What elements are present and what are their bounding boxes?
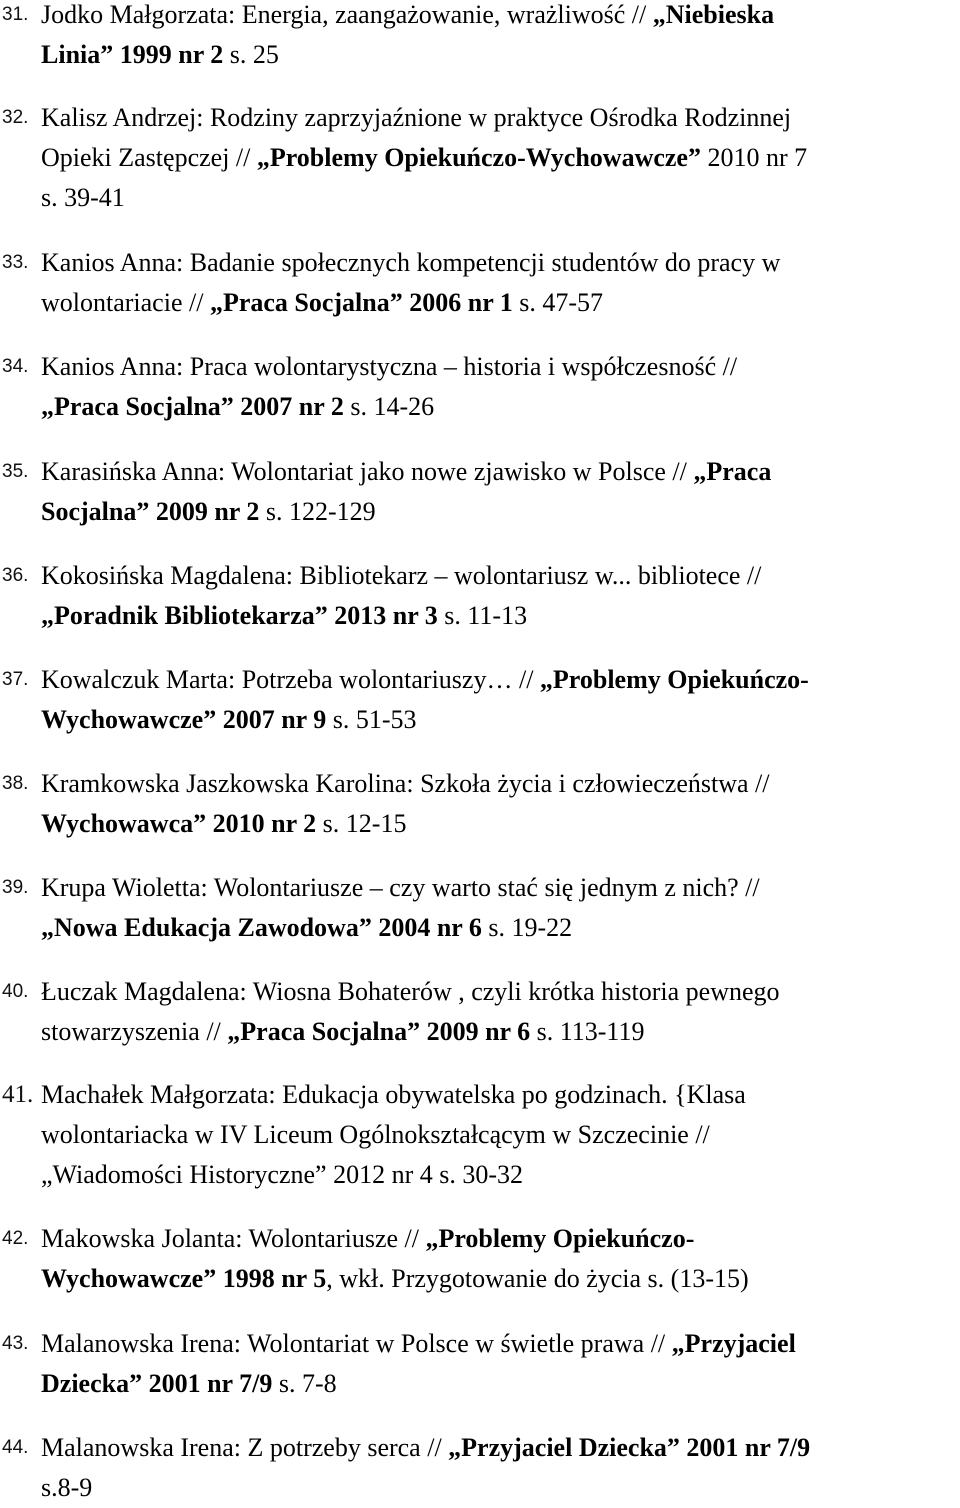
- text-run: s. 11-13: [437, 601, 528, 630]
- entry-line: [41, 452, 959, 492]
- text-run: s. 12-15: [316, 809, 407, 838]
- entry-line: [41, 243, 959, 283]
- text-run: s. 51-53: [326, 705, 417, 734]
- text-run: Jodko Małgorzata: Energia, zaangażowanie, wrażliwość //: [41, 0, 653, 29]
- text-run: s. 39-41: [41, 183, 125, 212]
- entry-text: [41, 764, 959, 844]
- text-run: Malanowska Irena: Z potrzeby serca //: [41, 1433, 449, 1462]
- entry-line: [41, 660, 959, 700]
- entry-line: [41, 908, 959, 948]
- text-run: Malanowska Irena: Wolontariat w Polsce w świetle prawa //: [41, 1329, 672, 1358]
- entry-line: [41, 387, 959, 427]
- text-run: s.8-9: [41, 1473, 93, 1502]
- entry-line: [41, 1012, 959, 1052]
- text-run: Kokosińska Magdalena: Bibliotekarz – wolontariusz w... bibliotece //: [41, 561, 762, 590]
- entry-line: [41, 35, 959, 75]
- text-run: Karasińska Anna: Wolontariat jako nowe zjawisko w Polsce //: [41, 457, 694, 486]
- entry-line: [41, 596, 959, 636]
- bold-text-run: Wychowawcze” 2007 nr 9: [41, 705, 327, 734]
- text-run: Kowalczuk Marta: Potrzeba wolontariuszy… //: [41, 665, 540, 694]
- entry-line: [41, 0, 959, 35]
- entry-line: [41, 556, 959, 596]
- entry-line: [41, 1364, 959, 1404]
- entry-text: [41, 972, 959, 1052]
- bold-text-run: „Niebieska: [652, 0, 775, 29]
- entry-text: [41, 868, 959, 948]
- entry-text: [41, 1219, 959, 1299]
- entry-number: 32.: [2, 107, 29, 128]
- entry-number: 39.: [2, 877, 29, 898]
- text-run: Machałek Małgorzata: Edukacja obywatelska po godzinach. {Klasa: [41, 1080, 746, 1109]
- bold-text-run: „Problemy Opiekuńczo-Wychowawcze”: [256, 143, 701, 172]
- bold-text-run: Dziecka” 2001 nr 7/9: [41, 1369, 273, 1398]
- text-run: 2010 nr 7: [700, 143, 808, 172]
- entry-line: [41, 1155, 959, 1195]
- entry-text: [41, 452, 959, 532]
- text-run: Kalisz Andrzej: Rodziny zaprzyjaźnione w praktyce Ośrodka Rodzinnej: [41, 103, 792, 132]
- text-run: s. 14-26: [343, 392, 435, 421]
- bold-text-run: „Przyjaciel: [671, 1329, 796, 1358]
- entry-number: 31.: [2, 4, 29, 25]
- text-run: wolontariacie //: [41, 288, 210, 317]
- entry-number: 42.: [2, 1228, 29, 1249]
- entry-number: 35.: [2, 461, 29, 482]
- entry-line: [41, 1075, 959, 1115]
- entry-line: [41, 492, 959, 532]
- entry-number: 34.: [2, 356, 29, 377]
- text-run: s. 47-57: [512, 288, 604, 317]
- entry-text: [41, 556, 959, 636]
- text-run: s. 25: [229, 40, 279, 69]
- entry-line: [41, 764, 959, 804]
- bold-text-run: „Nowa Edukacja Zawodowa” 2004 nr 6: [41, 913, 482, 942]
- entry-line: [41, 138, 959, 178]
- entry-line: [41, 868, 959, 908]
- bold-text-run: Linia” 1999 nr 2: [41, 40, 230, 69]
- text-run: s. 19-22: [481, 913, 573, 942]
- text-run: , wkł. Przygotowanie do życia s. (13-15): [326, 1264, 749, 1293]
- entry-number: 41.: [2, 1081, 34, 1108]
- entry-number: 40.: [2, 981, 29, 1002]
- entry-text: [41, 1428, 959, 1508]
- bold-text-run: „Poradnik Bibliotekarza” 2013 nr 3: [41, 601, 438, 630]
- bold-text-run: „Przyjaciel Dziecka” 2001 nr 7/9: [448, 1433, 811, 1462]
- text-run: „Wiadomości Historyczne” 2012 nr 4 s. 30-32: [41, 1160, 524, 1189]
- text-run: s. 7-8: [272, 1369, 337, 1398]
- bold-text-run: „Praca Socjalna” 2006 nr 1: [209, 288, 513, 317]
- text-run: Łuczak Magdalena: Wiosna Bohaterów , czyli krótka historia pewnego: [41, 977, 780, 1006]
- entry-line: [41, 1324, 959, 1364]
- entry-line: [41, 972, 959, 1012]
- entry-number: 44.: [2, 1437, 29, 1458]
- text-run: wolontariacka w IV Liceum Ogólnokształcącym w Szczecinie //: [41, 1120, 710, 1149]
- entry-line: [41, 283, 959, 323]
- entry-text: [41, 660, 959, 740]
- entry-line: [41, 1115, 959, 1155]
- text-run: Kramkowska Jaszkowska Karolina: Szkoła życia i człowieczeństwa //: [41, 769, 770, 798]
- entry-number: 33.: [2, 252, 29, 273]
- entry-line: [41, 1259, 959, 1299]
- entry-number: 37.: [2, 669, 29, 690]
- entry-line: [41, 700, 959, 740]
- entry-line: [41, 1428, 959, 1468]
- text-run: s. 113-119: [530, 1017, 645, 1046]
- text-run: stowarzyszenia //: [41, 1017, 228, 1046]
- bold-text-run: „Problemy Opiekuńczo-: [539, 665, 809, 694]
- entry-text: [41, 0, 959, 75]
- entry-line: [41, 1468, 959, 1508]
- text-run: Makowska Jolanta: Wolontariusze //: [41, 1224, 426, 1253]
- bold-text-run: Socjalna” 2009 nr 2: [41, 497, 260, 526]
- bold-text-run: „Problemy Opiekuńczo-: [425, 1224, 695, 1253]
- entry-number: 38.: [2, 773, 29, 794]
- entry-number: 43.: [2, 1333, 29, 1354]
- entry-text: [41, 98, 959, 218]
- entry-line: [41, 347, 959, 387]
- text-run: Krupa Wioletta: Wolontariusze – czy warto stać się jednym z nich? //: [41, 873, 760, 902]
- entry-line: [41, 1219, 959, 1259]
- bold-text-run: Wychowawcze” 1998 nr 5: [41, 1264, 327, 1293]
- entry-line: [41, 804, 959, 844]
- entry-text: [41, 1324, 959, 1404]
- bold-text-run: „Praca Socjalna” 2007 nr 2: [41, 392, 344, 421]
- entry-text: [41, 1075, 959, 1195]
- text-run: Opieki Zastępczej //: [41, 143, 257, 172]
- text-run: Kanios Anna: Praca wolontarystyczna – historia i współczesność //: [41, 352, 738, 381]
- text-run: s. 122-129: [259, 497, 376, 526]
- entry-text: [41, 347, 959, 427]
- entry-number: 36.: [2, 565, 29, 586]
- bold-text-run: „Praca: [693, 457, 772, 486]
- bold-text-run: „Praca Socjalna” 2009 nr 6: [227, 1017, 531, 1046]
- entry-line: [41, 178, 959, 218]
- entry-text: [41, 243, 959, 323]
- entry-line: [41, 98, 959, 138]
- text-run: Kanios Anna: Badanie społecznych kompetencji studentów do pracy w: [41, 248, 781, 277]
- bold-text-run: Wychowawca” 2010 nr 2: [41, 809, 317, 838]
